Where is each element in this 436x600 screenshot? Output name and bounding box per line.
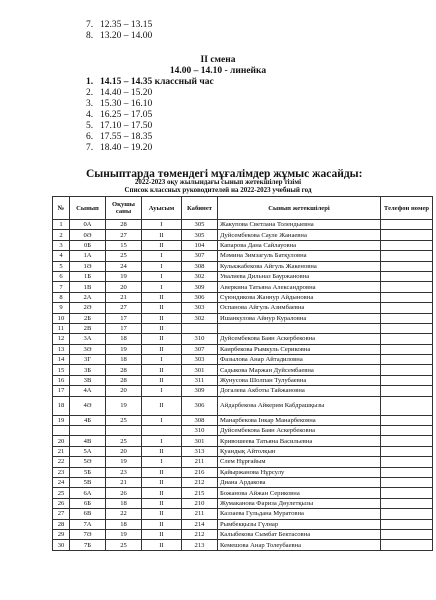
table-cell: 303 xyxy=(182,303,218,313)
table-cell: 19 xyxy=(106,457,142,467)
table-cell: Қайыржанова Нұрсулу xyxy=(218,467,381,477)
table-cell: II xyxy=(142,529,182,539)
table-cell: 27 xyxy=(106,230,142,240)
table-cell: I xyxy=(142,436,182,446)
table-row xyxy=(53,313,433,323)
table-cell: 9 xyxy=(53,303,70,313)
table-cell xyxy=(381,488,433,498)
table-cell xyxy=(381,426,433,436)
table-cell: Капарова Дана Сайлауовна xyxy=(218,240,381,250)
table-cell: 302 xyxy=(182,313,218,323)
table-cell: 5В xyxy=(70,477,106,487)
table-cell: 313 xyxy=(182,446,218,456)
table-cell: 16 xyxy=(53,375,70,385)
table-cell xyxy=(381,540,433,550)
table-cell: 24 xyxy=(106,261,142,271)
table-cell: 7Ә xyxy=(70,529,106,539)
table-cell: 303 xyxy=(182,355,218,365)
table-row xyxy=(53,415,433,425)
table-cell: 3А xyxy=(70,334,106,344)
table-cell: 10 xyxy=(53,313,70,323)
table-cell: 310 xyxy=(182,426,218,436)
table-cell: 6А xyxy=(70,488,106,498)
table-cell xyxy=(381,529,433,539)
table-cell: Кемешова Анар Толеубаевна xyxy=(218,540,381,550)
table-cell: Жунусова Шолпан Тулубаевна xyxy=(218,375,381,385)
table-cell: 212 xyxy=(182,477,218,487)
table-cell: 23 xyxy=(53,467,70,477)
table-row xyxy=(53,271,433,281)
table-cell: 29 xyxy=(53,529,70,539)
schedule-item-number: 3. xyxy=(86,99,94,109)
table-row xyxy=(53,396,433,415)
table-cell: 19 xyxy=(106,344,142,354)
table-cell xyxy=(381,344,433,354)
table-cell: II xyxy=(142,498,182,508)
schedule-item-time: 18.40 – 19.20 xyxy=(100,143,153,153)
table-cell xyxy=(381,271,433,281)
table-cell: 305 xyxy=(182,230,218,240)
table-cell: I xyxy=(142,415,182,425)
table-cell xyxy=(381,396,433,415)
table-cell: 309 xyxy=(182,282,218,292)
table-cell: 23 xyxy=(106,467,142,477)
table-row xyxy=(53,509,433,519)
table-cell: 3Ә xyxy=(70,344,106,354)
table-cell: 21 xyxy=(106,477,142,487)
table-cell: 4 xyxy=(53,251,70,261)
table-cell: 14 xyxy=(53,355,70,365)
table-cell: I xyxy=(142,386,182,396)
schedule-item-time: 13.20 – 14.00 xyxy=(100,31,153,41)
table-cell: II xyxy=(142,313,182,323)
table-cell: 211 xyxy=(182,509,218,519)
table-row xyxy=(53,365,433,375)
table-cell: 20 xyxy=(106,282,142,292)
schedule-item xyxy=(86,31,152,42)
table-row xyxy=(53,446,433,456)
table-cell: Диана Ардакова xyxy=(218,477,381,487)
schedule-item xyxy=(86,110,214,121)
table-cell: 13 xyxy=(53,344,70,354)
table-cell: 25 xyxy=(106,251,142,261)
table-row xyxy=(53,529,433,539)
table-row xyxy=(53,251,433,261)
table-cell: 20 xyxy=(106,386,142,396)
schedule-item-number: 7. xyxy=(86,143,94,153)
table-cell xyxy=(381,313,433,323)
table-cell: II xyxy=(142,509,182,519)
table-cell: 7 xyxy=(53,282,70,292)
table-cell: II xyxy=(142,540,182,550)
table-cell xyxy=(70,426,106,436)
table-cell: 301 xyxy=(182,436,218,446)
table-cell xyxy=(381,436,433,446)
table-cell xyxy=(381,303,433,313)
table-cell: 307 xyxy=(182,251,218,261)
table-cell: 27 xyxy=(53,509,70,519)
table-header-cell: Ауысым xyxy=(142,197,182,220)
table-cell: II xyxy=(142,365,182,375)
table-row xyxy=(53,355,433,365)
table-cell: 26 xyxy=(106,488,142,498)
table-cell: 3Б xyxy=(70,365,106,375)
table-cell: I xyxy=(142,355,182,365)
table-cell: 0Б xyxy=(70,240,106,250)
table-cell: I xyxy=(142,282,182,292)
table-cell: 20 xyxy=(106,446,142,456)
table-cell: II xyxy=(142,519,182,529)
table-row xyxy=(53,282,433,292)
table-cell: 28 xyxy=(106,375,142,385)
table-cell: 4Ә xyxy=(70,396,106,415)
table-cell xyxy=(106,426,142,436)
schedule-item xyxy=(86,132,214,143)
table-cell xyxy=(381,355,433,365)
table-row xyxy=(53,261,433,271)
table-cell: 12 xyxy=(53,334,70,344)
table-cell: 15 xyxy=(53,365,70,375)
table-cell xyxy=(53,426,70,436)
table-cell: Айдарбекова Айкерим Кабдрашқызы xyxy=(218,396,381,415)
table-cell: 17 xyxy=(106,313,142,323)
table-cell: 18 xyxy=(106,334,142,344)
table-cell: 22 xyxy=(53,457,70,467)
table-row xyxy=(53,426,433,436)
table-cell: 20 xyxy=(53,436,70,446)
table-cell: 1А xyxy=(70,251,106,261)
schedule-item-number: 1. xyxy=(86,77,94,87)
table-row xyxy=(53,498,433,508)
table-cell: 1Б xyxy=(70,271,106,281)
class-teachers-table xyxy=(52,196,433,551)
table-cell: II xyxy=(142,396,182,415)
table-row xyxy=(53,540,433,550)
second-shift-list xyxy=(86,77,214,154)
table-cell: Кулькжабекова Айгуль Жакеновна xyxy=(218,261,381,271)
table-cell: Аверкина Татьяна Александровна xyxy=(218,282,381,292)
list-title-ru: Список классных руководителей на 2022-2023 учебный год xyxy=(124,186,312,194)
table-cell: Кривошеева Татьяна Васильевна xyxy=(218,436,381,446)
second-shift-lineup: 14.00 – 14.10 - линейка xyxy=(169,66,267,76)
table-cell: 6 xyxy=(53,271,70,281)
table-cell xyxy=(381,365,433,375)
table-row xyxy=(53,240,433,250)
table-cell: 310 xyxy=(182,334,218,344)
table-cell: II xyxy=(142,344,182,354)
schedule-item xyxy=(86,143,214,154)
schedule-item xyxy=(86,88,214,99)
table-cell: Увалиева Дильназ Бауржановна xyxy=(218,271,381,281)
table-row xyxy=(53,334,433,344)
table-cell: 28 xyxy=(106,220,142,230)
table-cell: II xyxy=(142,488,182,498)
table-cell: Жакупова Светлана Толендыевна xyxy=(218,220,381,230)
table-cell xyxy=(381,467,433,477)
table-cell xyxy=(381,323,433,333)
table-header-row xyxy=(53,197,433,220)
table-cell: 3 xyxy=(53,240,70,250)
table-row xyxy=(53,220,433,230)
second-shift-title: II смена xyxy=(200,55,236,65)
table-cell: 4Б xyxy=(70,415,106,425)
table-cell: 2Ә xyxy=(70,303,106,313)
table-cell: Рымбекқызы Гүлнар xyxy=(218,519,381,529)
table-cell: I xyxy=(142,271,182,281)
table-cell: 26 xyxy=(53,498,70,508)
table-row xyxy=(53,230,433,240)
table-cell: 4В xyxy=(70,436,106,446)
table-cell: 2А xyxy=(70,292,106,302)
table-cell: 1Ә xyxy=(70,261,106,271)
table-cell: Жумаканова Фариза Дөулетқызы xyxy=(218,498,381,508)
table-row xyxy=(53,375,433,385)
table-cell: 11 xyxy=(53,323,70,333)
table-cell: 19 xyxy=(53,415,70,425)
table-cell: 214 xyxy=(182,519,218,529)
table-cell: 6Б xyxy=(70,498,106,508)
table-cell: I xyxy=(142,457,182,467)
table-cell: 19 xyxy=(106,529,142,539)
table-cell: 18 xyxy=(106,498,142,508)
table-cell xyxy=(381,292,433,302)
table-row xyxy=(53,477,433,487)
table-row xyxy=(53,488,433,498)
schedule-item-number: 2. xyxy=(86,88,94,98)
table-cell: 25 xyxy=(106,436,142,446)
table-cell: Дуйсембекова Баян Аскербековна xyxy=(218,426,381,436)
table-cell: 5Ә xyxy=(70,457,106,467)
table-cell: 30 xyxy=(53,540,70,550)
table-cell: II xyxy=(142,323,182,333)
table-cell: 8 xyxy=(53,292,70,302)
table-cell xyxy=(381,446,433,456)
table-cell: II xyxy=(142,292,182,302)
table-cell: 5А xyxy=(70,446,106,456)
table-header-cell: Кабинет xyxy=(182,197,218,220)
schedule-item-time: 15.30 – 16.10 xyxy=(100,99,153,109)
table-cell: 19 xyxy=(106,396,142,415)
table-cell: 25 xyxy=(106,540,142,550)
schedule-item-time: 14.40 – 15.20 xyxy=(100,88,153,98)
table-cell: 6В xyxy=(70,509,106,519)
table-cell xyxy=(142,426,182,436)
table-cell: I xyxy=(142,220,182,230)
table-cell: 3В xyxy=(70,375,106,385)
table-cell xyxy=(381,230,433,240)
table-header-cell: Сынып жетекшілері xyxy=(218,197,381,220)
table-cell: 1В xyxy=(70,282,106,292)
table-cell: 7Б xyxy=(70,540,106,550)
table-cell: 25 xyxy=(53,488,70,498)
table-cell: 2 xyxy=(53,230,70,240)
table-cell: 7А xyxy=(70,519,106,529)
table-row xyxy=(53,292,433,302)
table-cell: Мәмина Зимзагуль Батқуловна xyxy=(218,251,381,261)
table-cell: Догалева Акботы Тайжановна xyxy=(218,386,381,396)
table-cell: I xyxy=(142,261,182,271)
table-cell: Дуйсембекова Баян Аскербековна xyxy=(218,334,381,344)
table-cell: 22 xyxy=(106,509,142,519)
table-cell: 210 xyxy=(182,498,218,508)
table-cell xyxy=(381,375,433,385)
table-cell: Каззаева Гульдана Муратовна xyxy=(218,509,381,519)
table-cell: II xyxy=(142,477,182,487)
schedule-item-number: 5. xyxy=(86,121,94,131)
table-cell: 213 xyxy=(182,540,218,550)
table-row xyxy=(53,519,433,529)
table-cell: 21 xyxy=(106,292,142,302)
table-cell: 18 xyxy=(106,355,142,365)
table-cell: 2Б xyxy=(70,313,106,323)
table-cell: 17 xyxy=(106,323,142,333)
table-cell: Божанова Айжан Сериковна xyxy=(218,488,381,498)
table-header-cell: Телефон номер xyxy=(381,197,433,220)
table-cell xyxy=(381,334,433,344)
table-cell: 5Б xyxy=(70,467,106,477)
table-cell xyxy=(381,251,433,261)
table-cell: 0Ә xyxy=(70,230,106,240)
table-cell: II xyxy=(142,446,182,456)
table-row xyxy=(53,436,433,446)
table-cell: II xyxy=(142,230,182,240)
table-cell xyxy=(381,220,433,230)
table-cell: Ишанкулова Айнур Кураловна xyxy=(218,313,381,323)
table-cell: 1 xyxy=(53,220,70,230)
table-cell: 17 xyxy=(53,386,70,396)
schedule-item-time: 17.10 – 17.50 xyxy=(100,121,153,131)
schedule-item xyxy=(86,121,214,132)
table-cell: 24 xyxy=(53,477,70,487)
schedule-item-number: 6. xyxy=(86,132,94,142)
table-cell: 212 xyxy=(182,529,218,539)
table-row xyxy=(53,323,433,333)
table-row xyxy=(53,303,433,313)
table-cell: Садыкова Маржан Дуйсембаевна xyxy=(218,365,381,375)
table-cell: 3Г xyxy=(70,355,106,365)
table-cell xyxy=(381,509,433,519)
schedule-item xyxy=(86,99,214,110)
table-cell: 15 xyxy=(106,240,142,250)
table-cell: 311 xyxy=(182,375,218,385)
first-shift-tail-list xyxy=(86,20,152,42)
table-cell xyxy=(381,498,433,508)
table-cell: 306 xyxy=(182,396,218,415)
table-cell: I xyxy=(142,251,182,261)
table-cell: 2В xyxy=(70,323,106,333)
table-cell xyxy=(381,282,433,292)
table-cell xyxy=(381,415,433,425)
table-cell: 28 xyxy=(106,365,142,375)
table-cell: 211 xyxy=(182,457,218,467)
table-cell: 309 xyxy=(182,386,218,396)
table-cell xyxy=(381,457,433,467)
table-header-cell: Сынып xyxy=(70,197,106,220)
table-header-cell: № xyxy=(53,197,70,220)
table-cell: 307 xyxy=(182,344,218,354)
list-title-kz: 2022-2023 оқу жылындағы сынып жетекшілер тізімі xyxy=(134,178,302,186)
schedule-item-time: 16.25 – 17.05 xyxy=(100,110,153,120)
table-cell: 25 xyxy=(106,415,142,425)
table-row xyxy=(53,457,433,467)
table-cell: 305 xyxy=(182,220,218,230)
schedule-item-number: 7. xyxy=(86,20,94,30)
table-cell: Сүюндикова Жаннур Айдыновна xyxy=(218,292,381,302)
table-cell xyxy=(381,519,433,529)
table-cell: 28 xyxy=(53,519,70,529)
table-cell: 4А xyxy=(70,386,106,396)
table-cell: 21 xyxy=(53,446,70,456)
table-cell: Слем Нұрғайым xyxy=(218,457,381,467)
table-cell: 302 xyxy=(182,271,218,281)
table-cell: Каирбекова Рымкуль Сериковна xyxy=(218,344,381,354)
table-cell: II xyxy=(142,240,182,250)
table-cell: 19 xyxy=(106,271,142,281)
schedule-item-number: 4. xyxy=(86,110,94,120)
table-cell: Калыбекова Сымбат Бектасовна xyxy=(218,529,381,539)
teachers-note: Сыныптарда төмендегі мұғалімдер жұмыс жасайды: xyxy=(86,168,363,180)
table-cell: 301 xyxy=(182,365,218,375)
table-cell: II xyxy=(142,303,182,313)
table-header-cell: Оқушы саны xyxy=(106,197,142,220)
table-cell: Фазылова Анар Айтадиловна xyxy=(218,355,381,365)
table-cell: 18 xyxy=(106,519,142,529)
schedule-item-number: 8. xyxy=(86,31,94,41)
table-cell: 104 xyxy=(182,240,218,250)
table-cell: 215 xyxy=(182,488,218,498)
schedule-item-time: 12.35 – 13.15 xyxy=(100,20,153,30)
table-cell xyxy=(182,323,218,333)
table-cell: II xyxy=(142,375,182,385)
table-cell xyxy=(381,477,433,487)
table-cell: II xyxy=(142,334,182,344)
table-cell: 0А xyxy=(70,220,106,230)
table-cell: Қуандық Айтолқын xyxy=(218,446,381,456)
table-cell: II xyxy=(142,467,182,477)
table-cell xyxy=(218,323,381,333)
schedule-item xyxy=(86,77,214,88)
table-cell: 306 xyxy=(182,292,218,302)
schedule-item-time: 17.55 – 18.35 xyxy=(100,132,153,142)
table-cell: 308 xyxy=(182,261,218,271)
table-cell xyxy=(381,240,433,250)
table-cell xyxy=(381,386,433,396)
table-cell: Дуйсембекова Сауле Жанаевна xyxy=(218,230,381,240)
table-row xyxy=(53,467,433,477)
table-row xyxy=(53,386,433,396)
table-cell: 216 xyxy=(182,467,218,477)
table-cell: 27 xyxy=(106,303,142,313)
table-row xyxy=(53,344,433,354)
table-cell: 18 xyxy=(53,396,70,415)
table-cell: 5 xyxy=(53,261,70,271)
table-cell: Оспанова Айгуль Азимбаевна xyxy=(218,303,381,313)
table-cell xyxy=(381,261,433,271)
schedule-item-time: 14.15 – 14.35 классный час xyxy=(100,77,214,87)
table-cell: Манарбекова Інкар Манарбековна xyxy=(218,415,381,425)
schedule-item xyxy=(86,20,152,31)
table-cell: 308 xyxy=(182,415,218,425)
